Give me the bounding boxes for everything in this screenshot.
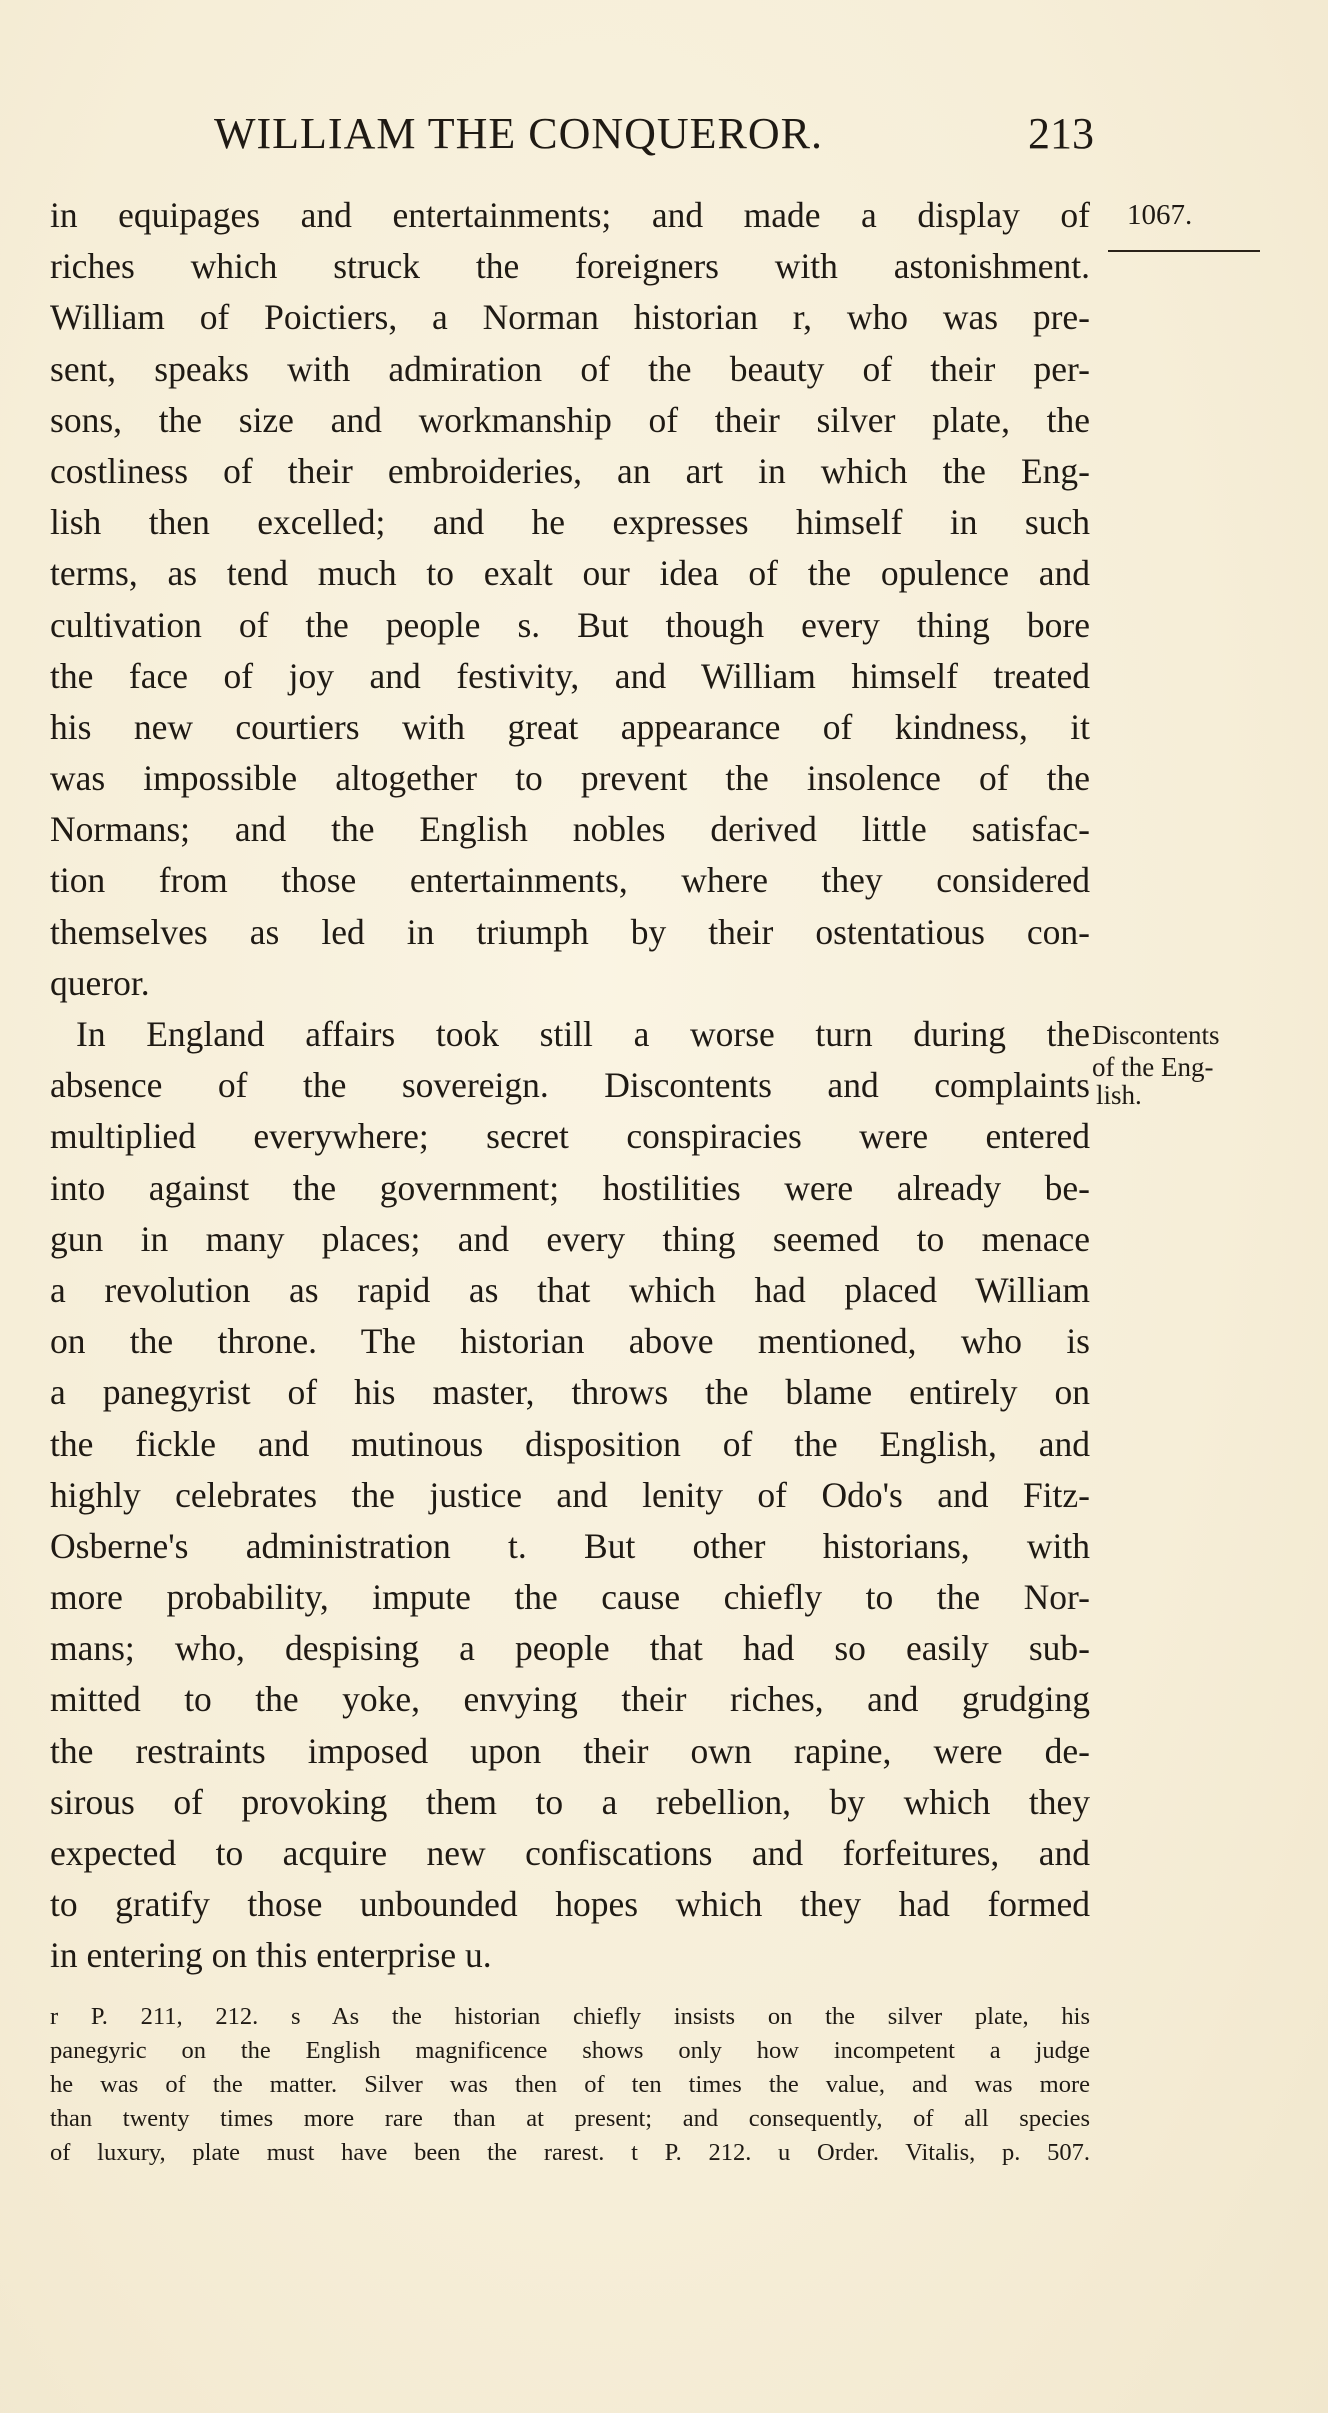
body-line: multiplied everywhere; secret conspiracies were entered: [50, 1116, 1090, 1157]
body-line: costliness of their embroideries, an art in which the Eng-: [50, 450, 1090, 491]
body-text: [50, 190, 1090, 1982]
running-head: [214, 108, 1094, 168]
body-line: sent, speaks with admiration of the beauty of their per-: [50, 348, 1090, 389]
sidenote-line-3: lish.: [1096, 1080, 1142, 1110]
marginal-year: 1067.: [1127, 199, 1193, 231]
year-rule-divider: [1108, 250, 1260, 252]
footnote-line: panegyric on the English magnificence shows only how incompetent a judge: [50, 2037, 1090, 2064]
body-line: William of Poictiers, a Norman historian r, who was pre-: [50, 297, 1090, 338]
body-line: Osberne's administration t. But other historians, with: [50, 1525, 1090, 1566]
body-line: the face of joy and festivity, and William himself treated: [50, 655, 1090, 696]
body-line: mans; who, despising a people that had so easily sub-: [50, 1628, 1090, 1669]
body-line: themselves as led in triumph by their ostentatious con-: [50, 911, 1090, 952]
body-line: absence of the sovereign. Discontents and complaints: [50, 1065, 1090, 1106]
running-title: WILLIAM THE CONQUEROR.: [214, 109, 824, 158]
body-line: mitted to the yoke, envying their riches, and grudging: [50, 1679, 1090, 1720]
body-line: the fickle and mutinous disposition of the English, and: [50, 1423, 1090, 1464]
sidenote-line-2: of the Eng-: [1092, 1052, 1214, 1082]
body-line: more probability, impute the cause chiefly to the Nor-: [50, 1577, 1090, 1618]
body-line: lish then excelled; and he expresses himself in such: [50, 502, 1090, 543]
body-line: highly celebrates the justice and lenity of Odo's and Fitz-: [50, 1474, 1090, 1515]
body-line: in equipages and entertainments; and made a display of: [50, 195, 1090, 235]
body-line: sirous of provoking them to a rebellion, by which they: [50, 1781, 1090, 1822]
body-line: on the throne. The historian above mentioned, who is: [50, 1321, 1090, 1362]
body-line: gun in many places; and every thing seemed to menace: [50, 1218, 1090, 1259]
body-line: queror.: [50, 962, 150, 1003]
body-line: terms, as tend much to exalt our idea of the opulence and: [50, 553, 1090, 594]
footnote-line: of luxury, plate must have been the rarest. t P. 212. u Order. Vitalis, p. 507.: [50, 2139, 1090, 2166]
page-number: 213: [1028, 109, 1094, 158]
sidenote-line-1: Discontents: [1092, 1020, 1220, 1050]
body-line: in entering on this enterprise u.: [50, 1935, 492, 1976]
body-line: into against the government; hostilities were already be-: [50, 1167, 1090, 1208]
body-line: cultivation of the people s. But though every thing bore: [50, 604, 1090, 645]
body-line: Normans; and the English nobles derived little satisfac-: [50, 809, 1090, 850]
footnote-line: than twenty times more rare than at present; and consequently, of all species: [50, 2105, 1090, 2132]
footnote-line: he was of the matter. Silver was then of ten times the value, and was more: [50, 2071, 1090, 2098]
body-line: a revolution as rapid as that which had placed William: [50, 1269, 1090, 1310]
paragraph-start-line: In England affairs took still a worse turn during the: [76, 1014, 1090, 1054]
body-line: sons, the size and workmanship of their silver plate, the: [50, 399, 1090, 440]
footnotes: [50, 2000, 1090, 2170]
body-line: riches which struck the foreigners with astonishment.: [50, 246, 1090, 287]
body-line: to gratify those unbounded hopes which they had formed: [50, 1884, 1090, 1925]
footnote-line: r P. 211, 212. s As the historian chiefly insists on the silver plate, his: [50, 2003, 1090, 2030]
body-line: the restraints imposed upon their own rapine, were de-: [50, 1730, 1090, 1771]
body-line: was impossible altogether to prevent the insolence of the: [50, 758, 1090, 799]
body-line: expected to acquire new confiscations and forfeitures, and: [50, 1833, 1090, 1873]
body-line: a panegyrist of his master, throws the blame entirely on: [50, 1372, 1090, 1413]
body-line: tion from those entertainments, where they considered: [50, 860, 1090, 901]
body-line: his new courtiers with great appearance of kindness, it: [50, 706, 1090, 747]
